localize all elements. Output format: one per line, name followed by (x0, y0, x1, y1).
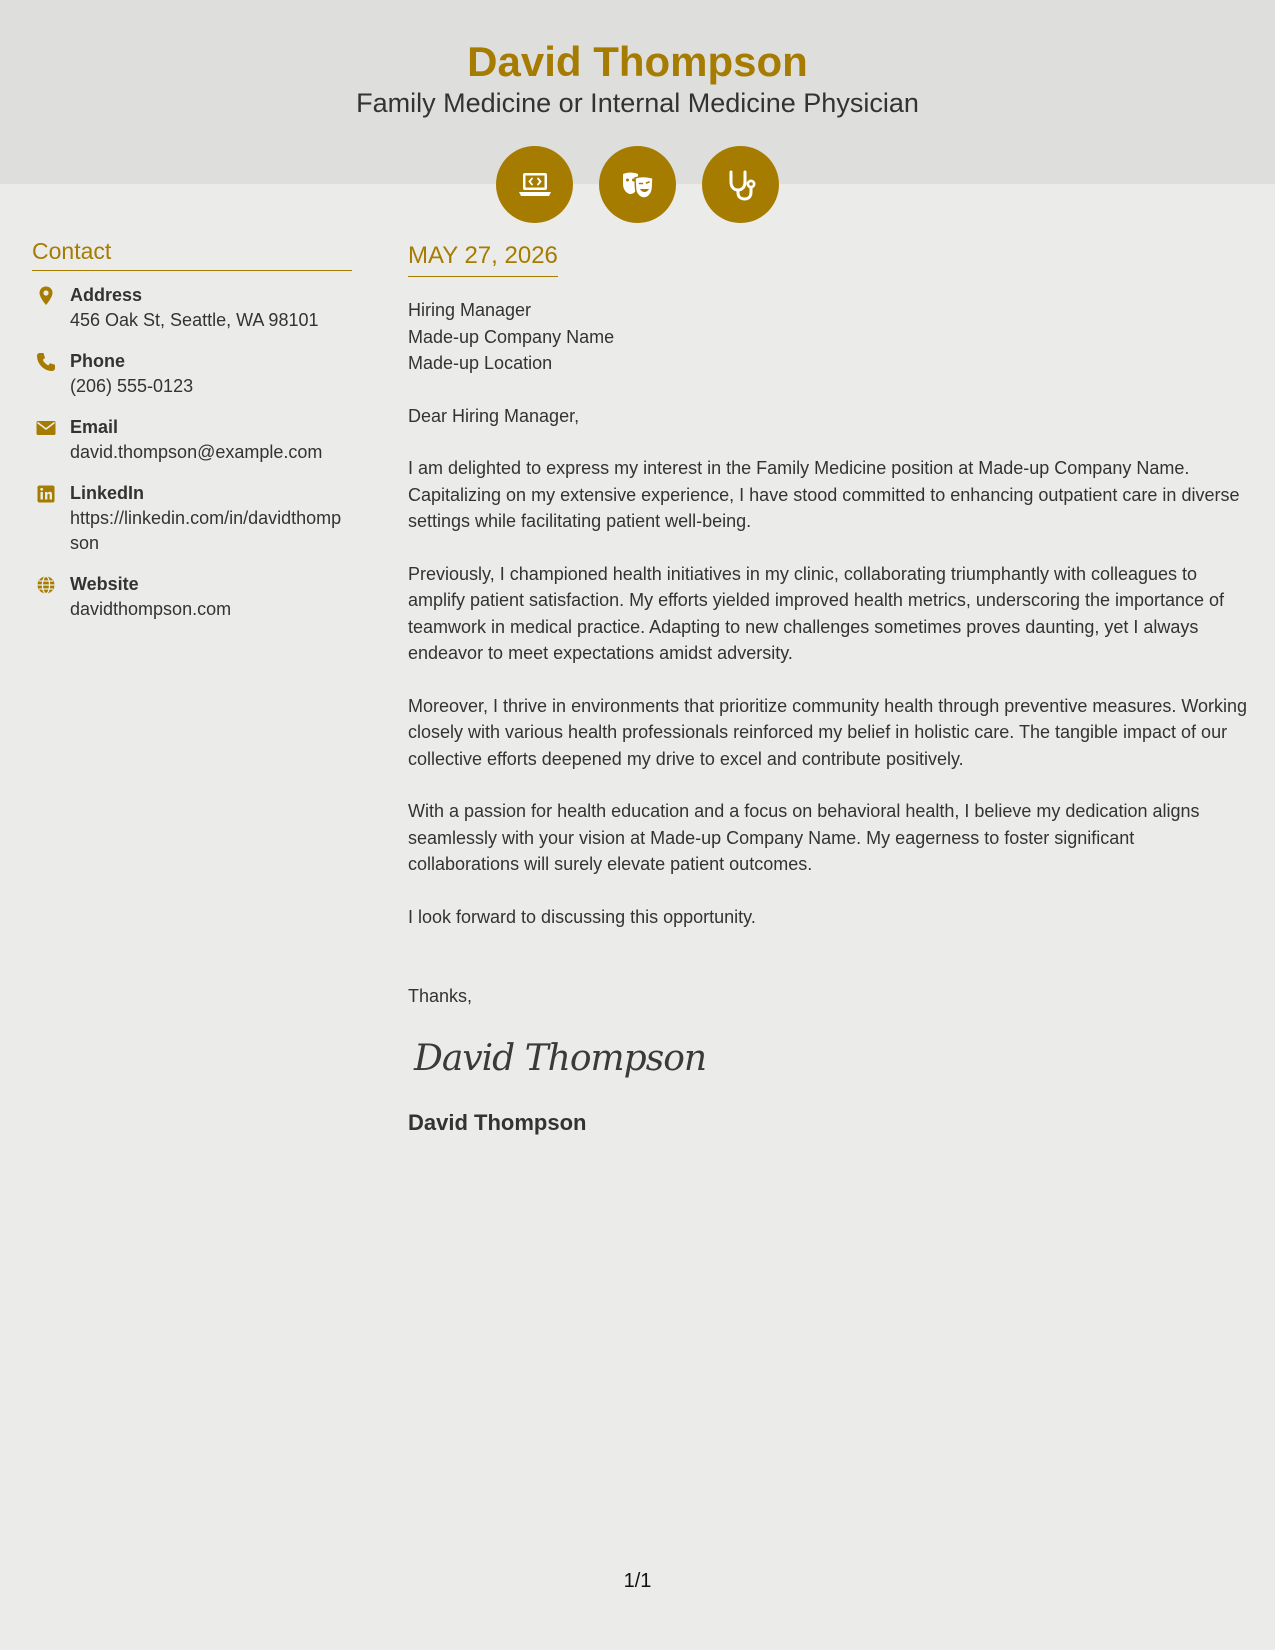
signed-name: David Thompson (408, 1109, 587, 1135)
paragraph: With a passion for health education and a focus on behavioral health, I believe my dedication aligns seamlessly with your vision at Made-up Company Name. My eagerness to foster significant collaborations will surely elevate patient outcomes. (408, 801, 1200, 874)
closing: Thanks, (408, 986, 473, 1006)
contact-value: (206) 555-0123 (70, 376, 194, 396)
contact-value[interactable]: davidthompson.com (70, 599, 232, 619)
recipient-line: Made-up Location (408, 353, 553, 373)
contact-value[interactable]: david.thompson@example.com (70, 442, 323, 462)
envelope-icon (35, 417, 57, 439)
contact-item-website (32, 572, 352, 622)
location-pin-icon (35, 285, 57, 307)
letter-date: MAY 27, 2026 (408, 240, 558, 277)
paragraph: I am delighted to express my interest in the Family Medicine position at Made-up Company Name. Capitalizing on my extensive experience, I have stood committed to enhancing outpatient care in diverse settings while facilitating patient well-being. (408, 458, 1240, 531)
contact-label: LinkedIn (70, 483, 145, 503)
recipient-line: Hiring Manager (408, 300, 532, 320)
contact-label: Email (70, 417, 119, 437)
applicant-name: David Thompson (467, 38, 808, 85)
contact-value[interactable]: https://linkedin.com/in/davidthompson (70, 508, 342, 553)
contact-label: Address (70, 285, 143, 305)
signature: David Thompson (414, 1037, 707, 1079)
stethoscope-icon (702, 146, 779, 223)
contact-value: 456 Oak St, Seattle, WA 98101 (70, 310, 319, 330)
paragraph: I look forward to discussing this opportunity. (408, 906, 756, 927)
paragraph: Moreover, I thrive in environments that prioritize community health through preventive measures. Working closely with various health professionals reinforced my belief in holistic care. The tangible impact of our collective efforts deepened my drive to excel and contribute positively. (408, 695, 1248, 769)
contact-item-address (32, 283, 352, 333)
contact-list (32, 283, 352, 622)
contact-sidebar (32, 236, 352, 638)
laptop-code-icon (496, 146, 573, 223)
globe-icon (35, 574, 57, 596)
theater-masks-icon (599, 146, 676, 223)
paragraph: Previously, I championed health initiatives in my clinic, collaborating triumphantly with colleagues to amplify patient satisfaction. My efforts yielded improved health metrics, underscoring the importance of teamwork in medical practice. Adapting to new challenges sometimes proves daunting, yet I always endeavor to meet expectations amidst adversity. (408, 563, 1225, 663)
header-icons (496, 146, 779, 223)
recipient-line: Made-up Company Name (408, 326, 615, 347)
contact-label: Website (70, 574, 139, 594)
contact-label: Phone (70, 351, 126, 371)
linkedin-icon (35, 483, 57, 505)
recipient-block (408, 297, 1248, 377)
phone-icon (35, 351, 57, 373)
letter-body (408, 240, 1248, 1138)
contact-item-email (32, 415, 352, 465)
page-number: 1/1 (623, 1570, 652, 1592)
contact-heading: Contact (32, 236, 352, 271)
salutation: Dear Hiring Manager, (408, 405, 580, 426)
contact-item-phone (32, 349, 352, 399)
contact-item-linkedin (32, 481, 352, 556)
job-title: Family Medicine or Internal Medicine Physician (356, 88, 919, 118)
